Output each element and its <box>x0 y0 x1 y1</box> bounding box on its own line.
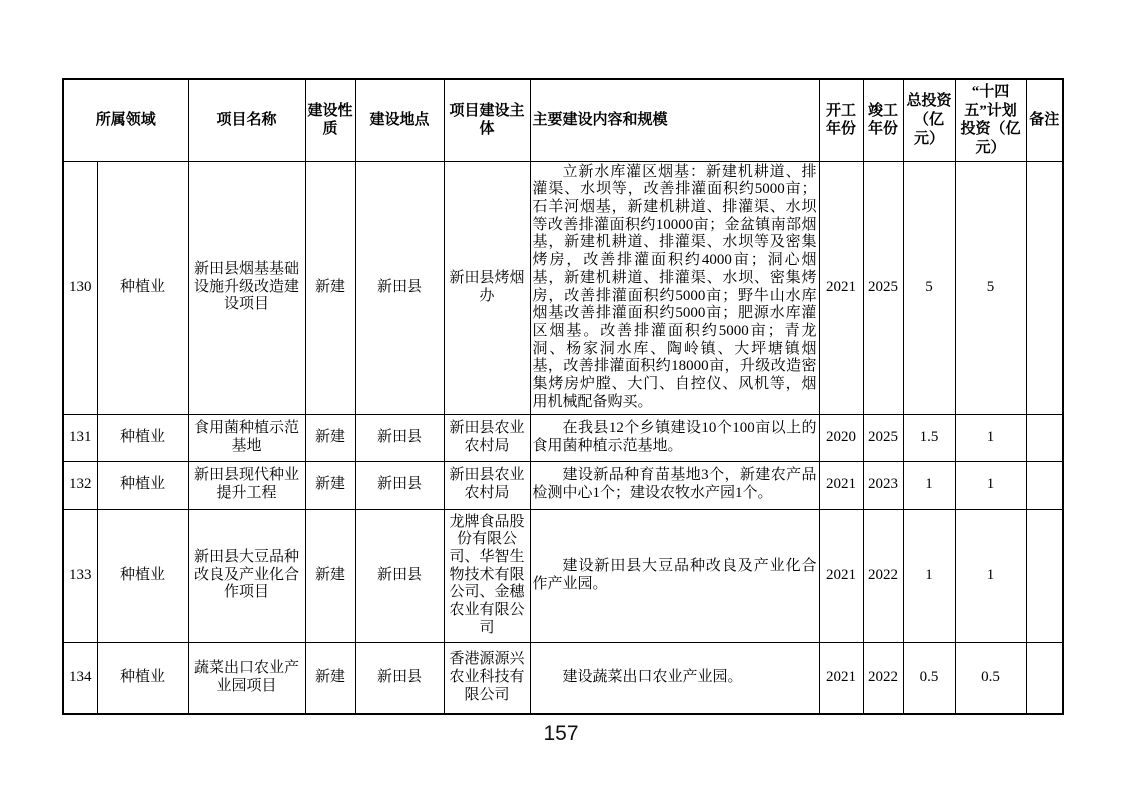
cell-location: 新田县 <box>355 461 444 509</box>
cell-field: 种植业 <box>97 414 188 461</box>
header-field: 所属领域 <box>63 79 188 161</box>
cell-location: 新田县 <box>355 161 444 414</box>
cell-content: 立新水库灌区烟基：新建机耕道、排灌渠、水坝等，改善排灌面积约5000亩；石羊河烟基，新建机耕道、排灌渠、水坝等改善排灌面积约10000亩；金盆镇南部烟基，新建机耕道、排灌渠、水坝等及密集烤房，改善排灌面积约4000亩；洞心烟基，新建机耕道、排灌渠、水坝、密集烤房，改善排灌面积约5000亩；野牛山水库烟基改善排灌面积约5000亩；肥源水库灌区烟基。改善排灌面积约5000亩；青龙洞、杨家洞水库、陶岭镇、大坪塘镇烟基，改善排灌面积约18000亩，升级改造密集烤房炉膛、大门、自控仪、风机等，烟用机械配备购买。 <box>530 161 819 414</box>
cell-total-investment: 0.5 <box>903 642 955 714</box>
cell-field: 种植业 <box>97 161 188 414</box>
header-start-year: 开工年份 <box>819 79 863 161</box>
cell-row-number: 130 <box>63 161 97 414</box>
header-remarks: 备注 <box>1026 79 1063 161</box>
header-project-name: 项目名称 <box>188 79 305 161</box>
cell-project-name: 新田县大豆品种改良及产业化合作项目 <box>188 509 305 642</box>
cell-remarks <box>1026 161 1063 414</box>
table-header <box>63 79 1063 161</box>
cell-end-year: 2022 <box>863 642 903 714</box>
cell-project-name: 食用菌种植示范基地 <box>188 414 305 461</box>
cell-content: 在我县12个乡镇建设10个100亩以上的食用菌种植示范基地。 <box>530 414 819 461</box>
cell-row-number: 132 <box>63 461 97 509</box>
table-row <box>63 461 1063 509</box>
cell-project-name: 新田县烟基基础设施升级改造建设项目 <box>188 161 305 414</box>
page-number: 157 <box>543 722 579 745</box>
cell-nature: 新建 <box>305 461 355 509</box>
cell-end-year: 2023 <box>863 461 903 509</box>
cell-entity: 香港源源兴农业科技有限公司 <box>444 642 530 714</box>
table-row <box>63 414 1063 461</box>
cell-total-investment: 5 <box>903 161 955 414</box>
cell-location: 新田县 <box>355 509 444 642</box>
cell-plan-investment: 5 <box>955 161 1026 414</box>
cell-end-year: 2025 <box>863 414 903 461</box>
project-list-table <box>62 78 1064 715</box>
cell-nature: 新建 <box>305 642 355 714</box>
header-location: 建设地点 <box>355 79 444 161</box>
cell-content: 建设蔬菜出口农业产业园。 <box>530 642 819 714</box>
cell-remarks <box>1026 509 1063 642</box>
cell-end-year: 2022 <box>863 509 903 642</box>
header-entity: 项目建设主体 <box>444 79 530 161</box>
cell-entity: 龙牌食品股份有限公司、华智生物技术有限公司、金穗农业有限公司 <box>444 509 530 642</box>
cell-nature: 新建 <box>305 161 355 414</box>
table-row <box>63 642 1063 714</box>
cell-nature: 新建 <box>305 414 355 461</box>
cell-start-year: 2020 <box>819 414 863 461</box>
cell-total-investment: 1 <box>903 461 955 509</box>
header-nature: 建设性质 <box>305 79 355 161</box>
cell-plan-investment: 1 <box>955 414 1026 461</box>
header-total-investment: 总投资（亿元） <box>903 79 955 161</box>
cell-end-year: 2025 <box>863 161 903 414</box>
table-row <box>63 161 1063 414</box>
cell-field: 种植业 <box>97 461 188 509</box>
cell-total-investment: 1.5 <box>903 414 955 461</box>
cell-start-year: 2021 <box>819 642 863 714</box>
cell-content: 建设新品种育苗基地3个，新建农产品检测中心1个；建设农牧水产园1个。 <box>530 461 819 509</box>
cell-row-number: 131 <box>63 414 97 461</box>
cell-nature: 新建 <box>305 509 355 642</box>
header-end-year: 竣工年份 <box>863 79 903 161</box>
cell-plan-investment: 0.5 <box>955 642 1026 714</box>
cell-field: 种植业 <box>97 642 188 714</box>
cell-project-name: 新田县现代种业提升工程 <box>188 461 305 509</box>
cell-total-investment: 1 <box>903 509 955 642</box>
cell-remarks <box>1026 414 1063 461</box>
cell-start-year: 2021 <box>819 161 863 414</box>
cell-row-number: 133 <box>63 509 97 642</box>
cell-remarks <box>1026 461 1063 509</box>
cell-start-year: 2021 <box>819 461 863 509</box>
cell-entity: 新田县农业农村局 <box>444 461 530 509</box>
header-row <box>63 79 1063 161</box>
cell-plan-investment: 1 <box>955 461 1026 509</box>
cell-entity: 新田县农业农村局 <box>444 414 530 461</box>
header-plan-investment: “十四五”计划投资（亿元） <box>955 79 1026 161</box>
cell-project-name: 蔬菜出口农业产业园项目 <box>188 642 305 714</box>
cell-location: 新田县 <box>355 642 444 714</box>
header-content: 主要建设内容和规模 <box>530 79 819 161</box>
project-table-wrapper <box>62 78 1062 715</box>
cell-location: 新田县 <box>355 414 444 461</box>
cell-row-number: 134 <box>63 642 97 714</box>
cell-entity: 新田县烤烟办 <box>444 161 530 414</box>
table-body <box>63 161 1063 714</box>
cell-content: 建设新田县大豆品种改良及产业化合作产业园。 <box>530 509 819 642</box>
cell-remarks <box>1026 642 1063 714</box>
cell-plan-investment: 1 <box>955 509 1026 642</box>
cell-field: 种植业 <box>97 509 188 642</box>
table-row <box>63 509 1063 642</box>
cell-start-year: 2021 <box>819 509 863 642</box>
